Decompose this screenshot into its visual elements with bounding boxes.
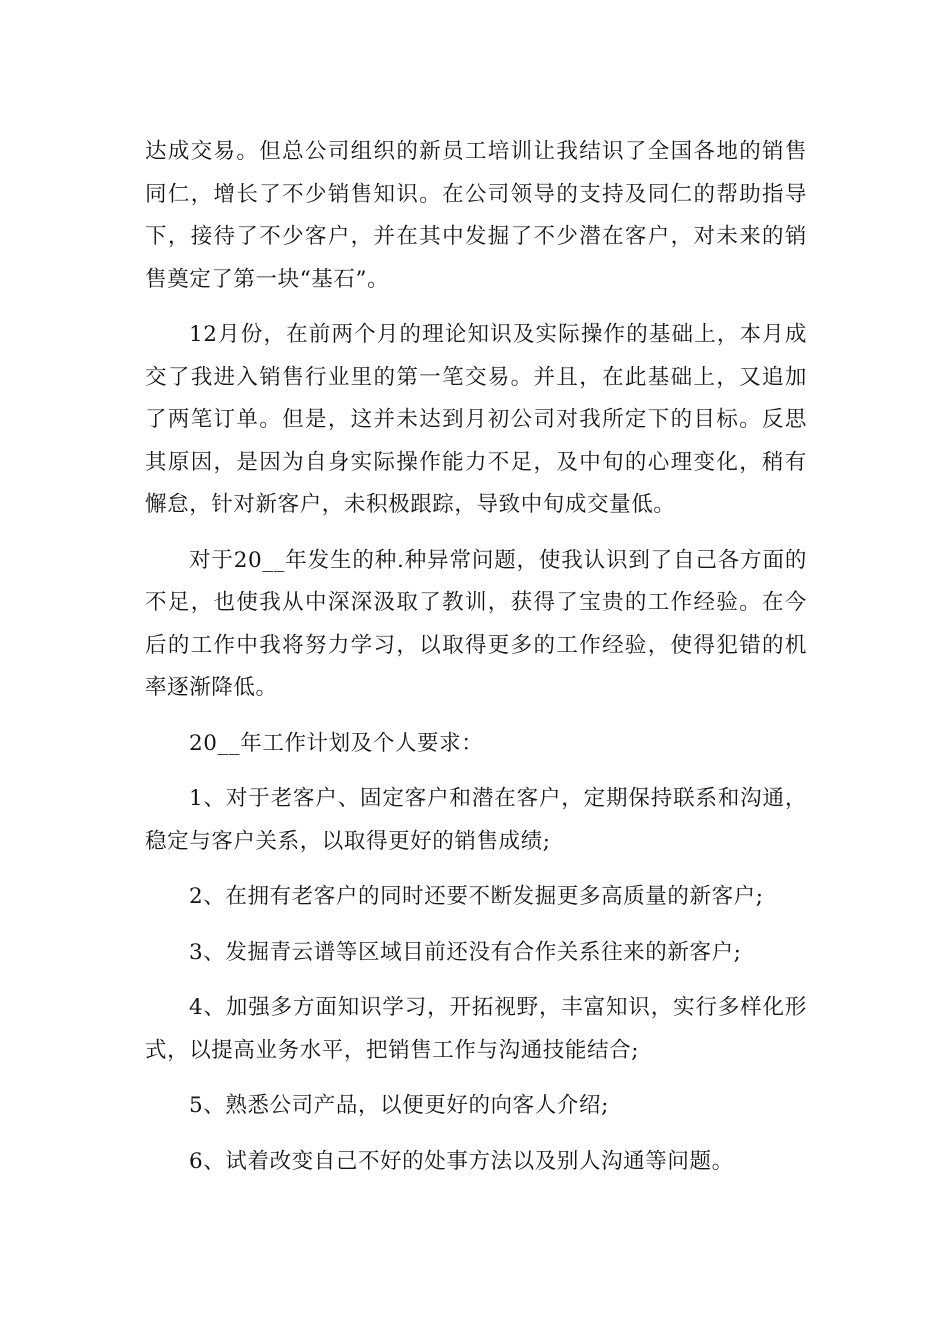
paragraph-lessons: 对于20__年发生的种.种异常问题，使我认识到了自己各方面的不足，也使我从中深深汲取了教训，获得了宝贵的工作经验。在今后的工作中我将努力学习，以取得更多的工作经验，使得犯错的机率逐渐降低。 (145, 547, 807, 700)
plan-heading: 20__年工作计划及个人要求： (189, 730, 484, 756)
document-body (145, 131, 807, 1196)
plan-item-6: 6、试着改变自己不好的处事方法以及别人沟通等问题。 (189, 1148, 734, 1174)
plan-item-4: 4、加强多方面知识学习，开拓视野，丰富知识，实行多样化形式，以提高业务水平，把销售工作与沟通技能结合; (145, 995, 807, 1063)
plan-item-5: 5、熟悉公司产品，以便更好的向客人介绍; (189, 1093, 609, 1118)
plan-item-3: 3、发掘青云谱等区域目前还没有合作关系往来的新客户; (189, 939, 742, 965)
paragraph-december: 12月份，在前两个月的理论知识及实际操作的基础上，本月成交了我进入销售行业里的第一笔交易。并且，在此基础上，又追加了两笔订单。但是，这并未达到月初公司对我所定下的目标。反思其原因，是因为自身实际操作能力不足，及中旬的心理变化，稍有懈怠，针对新客户，未积极跟踪，导致中旬成交量低。 (145, 322, 807, 517)
plan-item-2: 2、在拥有老客户的同时还要不断发掘更多高质量的新客户; (189, 884, 764, 909)
plan-item-1: 1、对于老客户、固定客户和潜在客户，定期保持联系和沟通，稳定与客户关系，以取得更好的销售成绩; (145, 786, 807, 854)
paragraph-continuation: 达成交易。但总公司组织的新员工培训让我结识了全国各地的销售同仁，增长了不少销售知识。在公司领导的支持及同仁的帮助指导下，接待了不少客户，并在其中发掘了不少潜在客户，对未来的销售奠定了第一块“基石”。 (145, 139, 807, 292)
